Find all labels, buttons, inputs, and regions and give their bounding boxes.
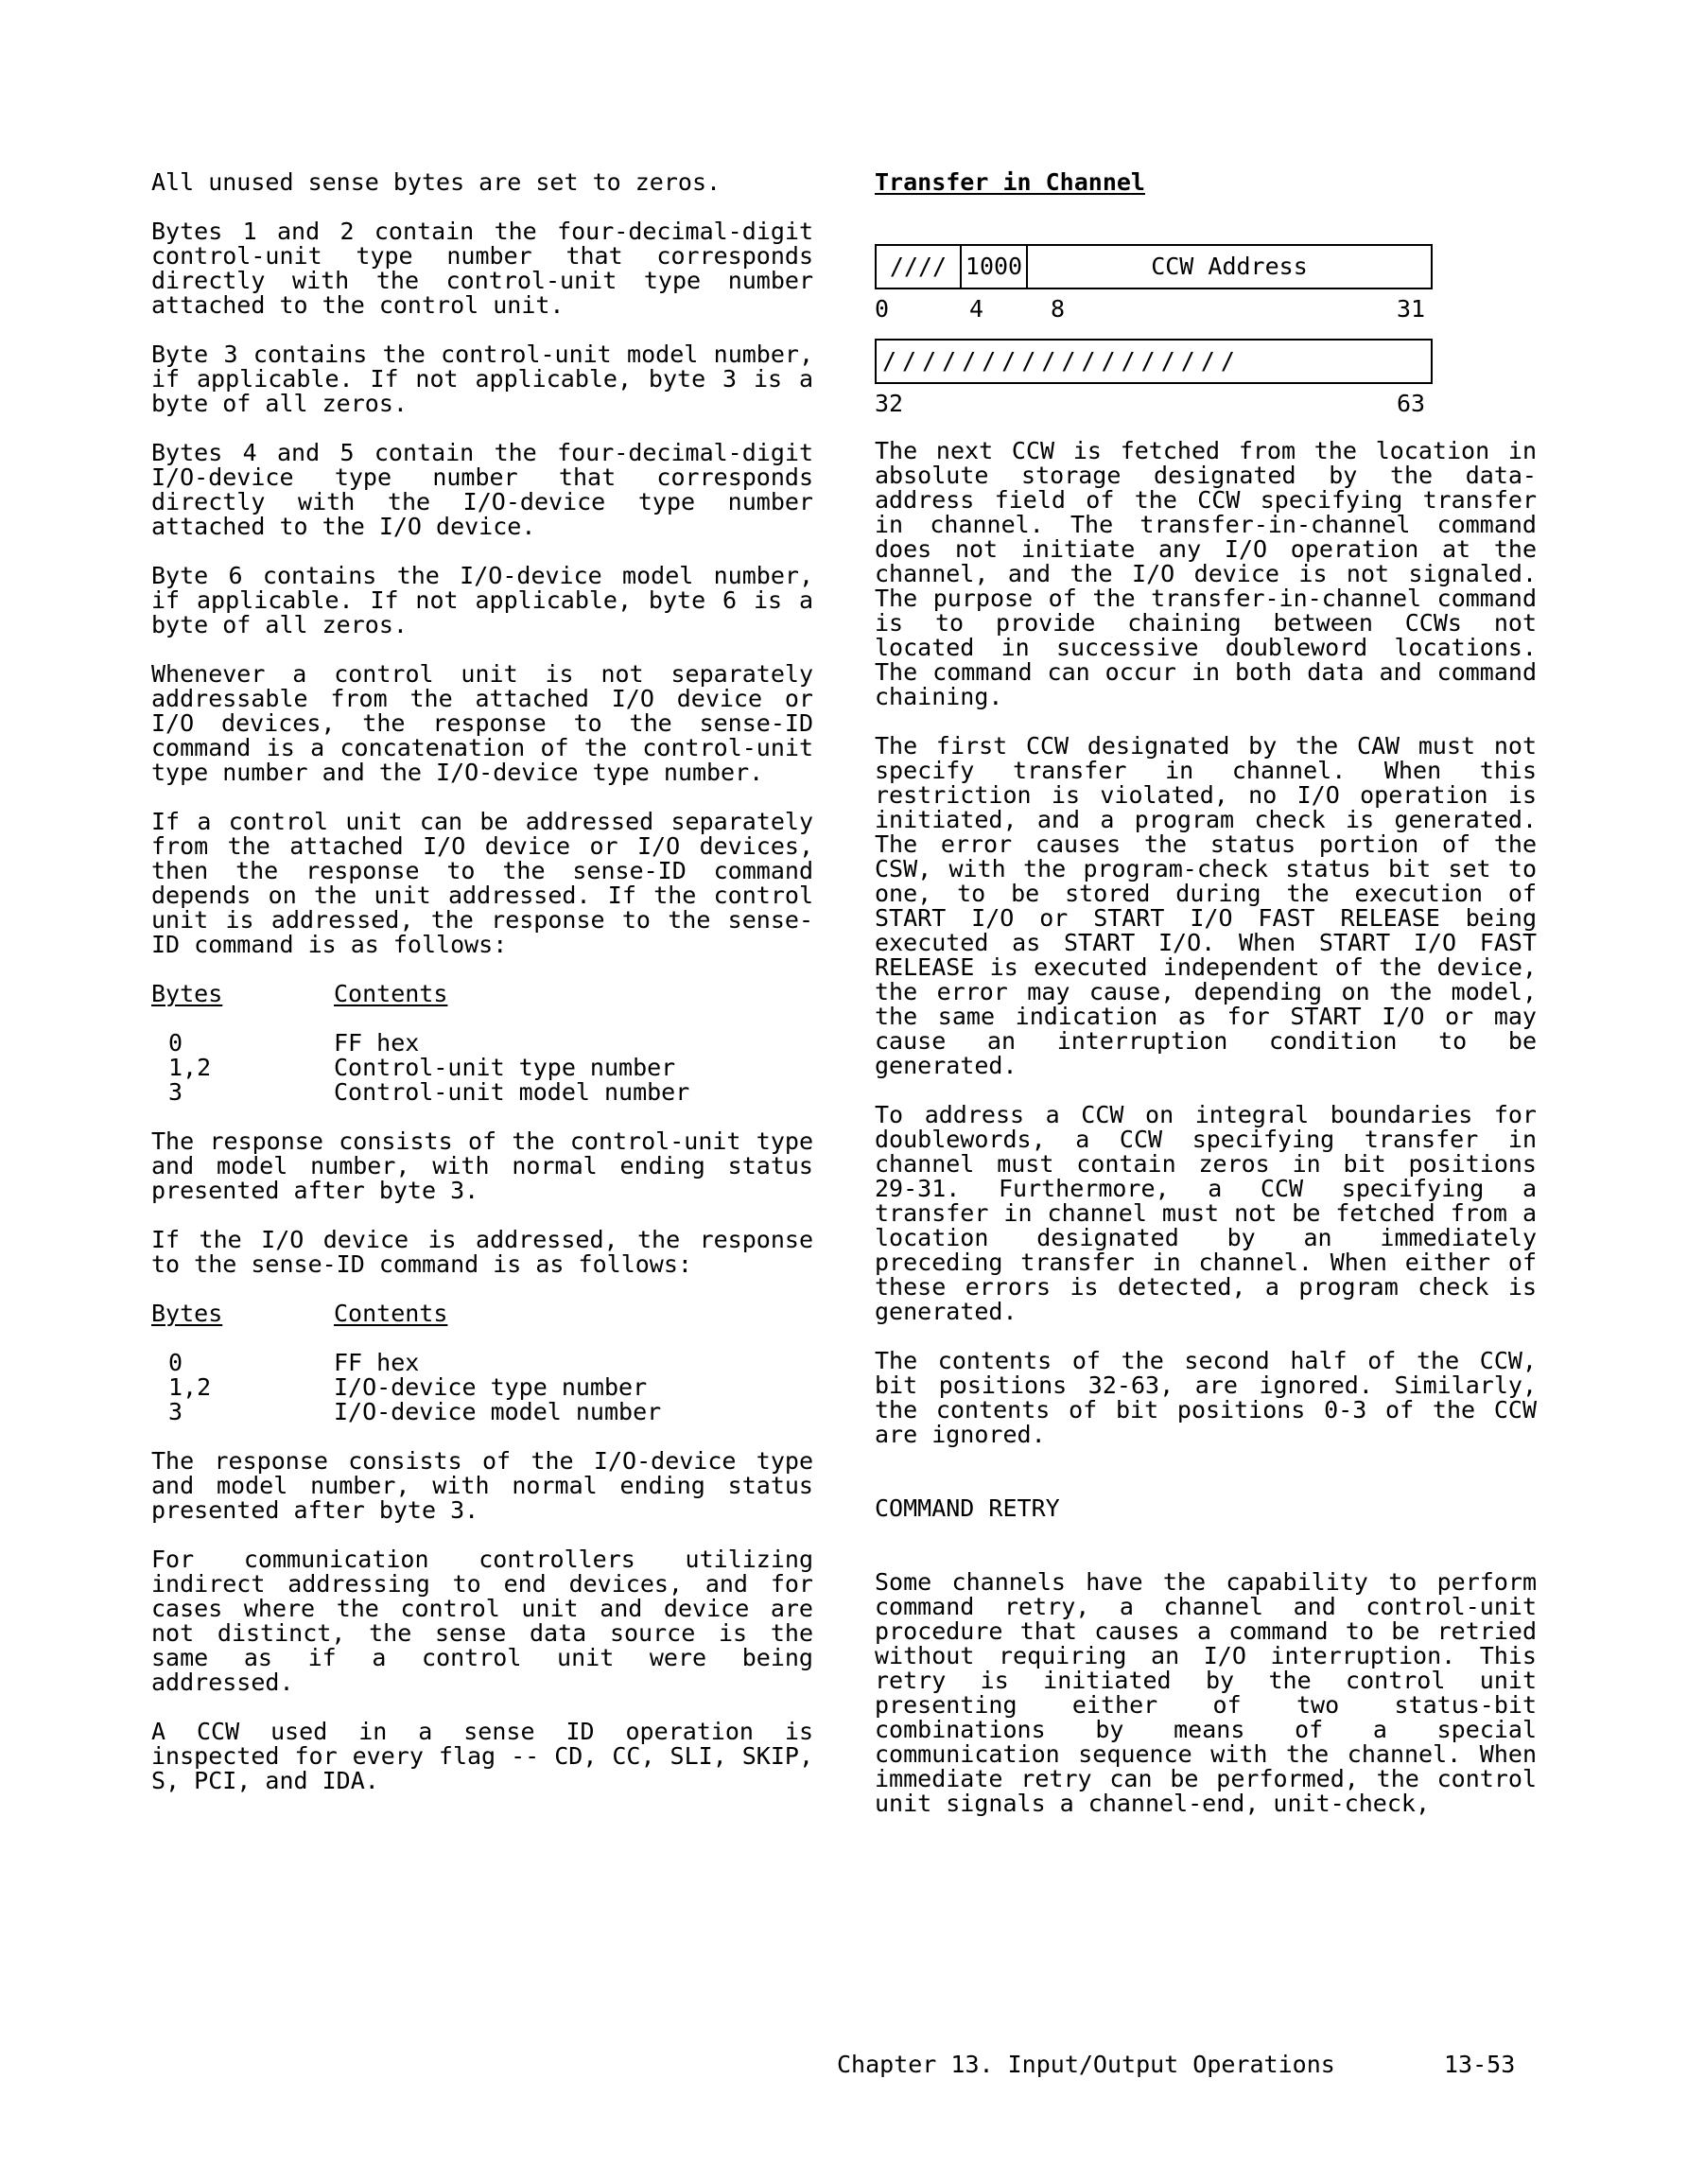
column-header-contents: Contents (334, 1300, 448, 1327)
paragraph: If the I/O device is addressed, the response to the sense-ID command is as follows: (151, 1226, 813, 1278)
paragraph: Bytes 1 and 2 contain the four-decimal-digit control-unit type number that corresponds directly with the control-unit type number attached to the control unit. (151, 218, 813, 319)
paragraph: All unused sense bytes are set to zeros. (151, 168, 722, 196)
bit-position-labels (875, 392, 1433, 416)
paragraph: Byte 3 contains the control-unit model number, if applicable. If not applicable, byte 3 is a byte of all zeros. (151, 341, 813, 417)
paragraph: The response consists of the control-unit type and model number, with normal ending status presented after byte 3. (151, 1127, 813, 1204)
bit-label: 8 (1051, 295, 1066, 323)
ccw-address-field: CCW Address (1151, 253, 1308, 280)
section-title: COMMAND RETRY (875, 1494, 1060, 1522)
bit-position-labels (875, 297, 1433, 322)
section-heading: Transfer in Channel (875, 168, 1145, 196)
paragraph: If a control unit can be addressed separately from the attached I/O device or I/O devices, then the response to the sense-ID command depends on the unit addressed. If the control unit is addressed, the response to the sense-ID command is as follows: (151, 808, 813, 958)
byte-cell: 0 (168, 1349, 183, 1376)
column-header-bytes: Bytes (151, 1300, 223, 1327)
ccw-format-diagram (875, 244, 1433, 323)
io-device-response-table (151, 1302, 661, 1424)
paragraph: The first CCW designated by the CAW must not specify transfer in channel. When this restriction is violated, no I/O operation is initiated, and a program check is generated. The error causes the status portion of the CSW, with the program-check status bit set to one, to be stored during the execution of START I/O or START I/O FAST RELEASE being executed as START I/O. When START I/O FAST RELEASE is executed independent of the device, the error may cause, depending on the model, the same indication as for START I/O or may cause an interruption condition to be generated. (875, 732, 1537, 1079)
ignored-field: //// (877, 246, 962, 288)
bit-label: 0 (875, 295, 890, 323)
column-header-bytes: Bytes (151, 980, 223, 1007)
table-row (151, 1056, 689, 1080)
contents-cell: I/O-device type number (334, 1373, 648, 1401)
table-row (151, 1080, 689, 1105)
paragraph: The response consists of the I/O-device type and model number, with normal ending status presented after byte 3. (151, 1447, 813, 1524)
paragraph: Byte 6 contains the I/O-device model number, if applicable. If not applicable, byte 6 is a byte of all zeros. (151, 562, 813, 638)
ccw-word-box (875, 244, 1433, 289)
byte-cell: 3 (168, 1398, 183, 1425)
paragraph: To address a CCW on integral boundaries for doublewords, a CCW specifying transfer in channel must contain zeros in bit positions 29-31. Furthermore, a CCW specifying a transfer in channel must not be fetched from a location designated by an immediately preceding transfer in channel. When either of these errors is detected, a program check is generated. (875, 1101, 1537, 1325)
ignored-field: ////////////////// (882, 347, 1241, 375)
paragraph: For communication controllers utilizing indirect addressing to end devices, and for cases where the control unit and device are not distinct, the sense data source is the same as if a control unit were being addressed. (151, 1546, 813, 1696)
ccw-second-word-diagram (875, 339, 1433, 417)
bit-label: 4 (969, 295, 984, 323)
contents-cell: FF hex (334, 1349, 420, 1376)
paragraph: Bytes 4 and 5 contain the four-decimal-digit I/O-device type number that corresponds directly with the I/O-device type number attached to the I/O device. (151, 439, 813, 540)
bit-label: 31 (1397, 295, 1426, 323)
table-row (151, 1400, 661, 1424)
contents-cell: FF hex (334, 1029, 420, 1057)
left-column (151, 170, 813, 1818)
ccw-word-box (875, 339, 1433, 384)
contents-cell: I/O-device model number (334, 1398, 662, 1425)
command-code-field: 1000 (962, 246, 1028, 288)
bit-label: 32 (875, 390, 904, 417)
column-header-contents: Contents (334, 980, 448, 1007)
page-number: 13-53 (1444, 2051, 1516, 2078)
paragraph: Whenever a control unit is not separately addressable from the attached I/O device or I/O devices, the response to the sense-ID command is a concatenation of the control-unit type number and the I/O-device type number. (151, 660, 813, 786)
chapter-footer: Chapter 13. Input/Output Operations (837, 2051, 1335, 2078)
table-row (151, 1375, 661, 1400)
paragraph: Some channels have the capability to perform command retry, a channel and control-unit procedure that causes a command to be retried without requiring an I/O interruption. This retry is initiated by the control unit presenting either of two status-bit combinations by means of a special communication sequence with the channel. When immediate retry can be performed, the control unit signals a channel-end, unit-check, (875, 1568, 1537, 1817)
table-row (151, 1031, 689, 1056)
contents-cell: Control-unit model number (334, 1078, 690, 1106)
right-column (875, 170, 1537, 1841)
table-row (151, 1351, 661, 1375)
byte-cell: 1,2 (168, 1373, 212, 1401)
byte-cell: 0 (168, 1029, 183, 1057)
contents-cell: Control-unit type number (334, 1054, 676, 1081)
byte-cell: 1,2 (168, 1054, 212, 1081)
byte-cell: 3 (168, 1078, 183, 1106)
paragraph: The contents of the second half of the CCW, bit positions 32-63, are ignored. Similarly, the contents of bit positions 0-3 of the CCW are ignored. (875, 1347, 1537, 1448)
control-unit-response-table (151, 982, 689, 1105)
paragraph: A CCW used in a sense ID operation is inspected for every flag -- CD, CC, SLI, SKIP, S, PCI, and IDA. (151, 1718, 813, 1794)
bit-label: 63 (1397, 390, 1426, 417)
paragraph: The next CCW is fetched from the location in absolute storage designated by the data-address field of the CCW specifying transfer in channel. The transfer-in-channel command does not initiate any I/O operation at the channel, and the I/O device is not signaled. The purpose of the transfer-in-channel command is to provide chaining between CCWs not located in successive doubleword locations. The command can occur in both data and command chaining. (875, 437, 1537, 710)
